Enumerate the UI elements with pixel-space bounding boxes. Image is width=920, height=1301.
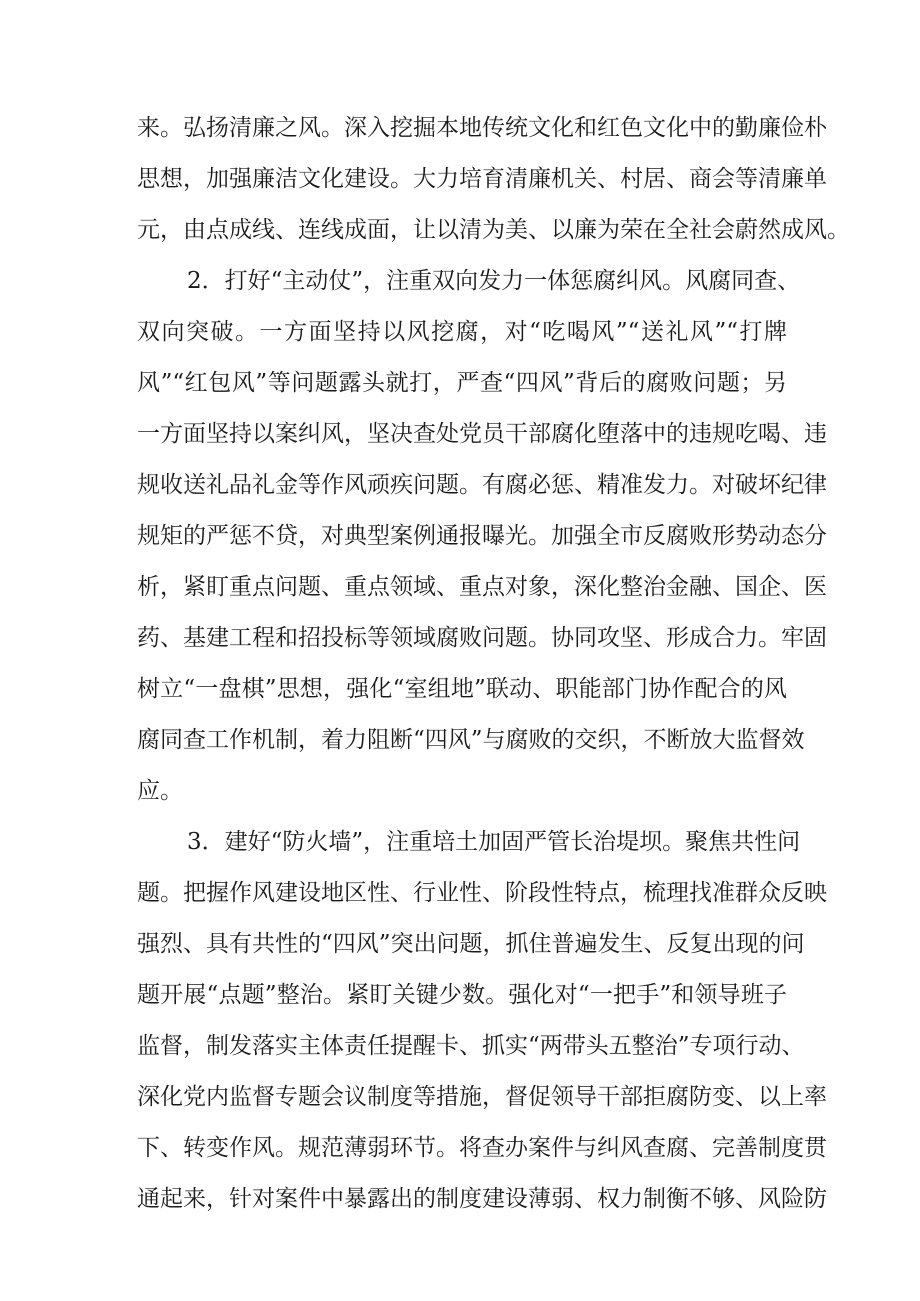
text-line: 析，紧盯重点问题、重点领域、重点对象，深化整治金融、国企、医 <box>137 574 827 600</box>
text-line: 深化党内监督专题会议制度等措施，督促领导干部拒腐防变、以上率 <box>137 1084 827 1110</box>
text-line: 双向突破。一方面坚持以风挖腐，对“吃喝风”“送礼风”“打牌 <box>137 319 787 345</box>
text-line: 规矩的严惩不贷，对典型案例通报曝光。加强全市反腐败形势动态分 <box>137 523 827 549</box>
text-line: 3．建好“防火墙”，注重培土加固严管长治堤坝。聚焦共性问 <box>187 829 801 855</box>
text-line: 规收送礼品礼金等作风顽疾问题。有腐必惩、精准发力。对破坏纪律 <box>137 472 827 498</box>
text-line: 下、转变作风。规范薄弱环节。将查办案件与纠风查腐、完善制度贯 <box>137 1135 827 1161</box>
text-line: 强烈、具有共性的“四风”突出问题，抓住普遍发生、反复出现的问 <box>137 931 805 957</box>
text-line: 药、基建工程和招投标等领域腐败问题。协同攻坚、形成合力。牢固 <box>137 625 827 651</box>
text-line: 来。弘扬清廉之风。深入挖掘本地传统文化和红色文化中的勤廉俭朴 <box>137 115 827 141</box>
text-line: 监督，制发落实主体责任提醒卡、抓实“两带头五整治”专项行动、 <box>137 1033 805 1059</box>
text-line: 一方面坚持以案纠风，坚决查处党员干部腐化堕落中的违规吃喝、违 <box>137 421 827 447</box>
text-line: 元，由点成线、连线成面，让以清为美、以廉为荣在全社会蔚然成风。 <box>137 217 850 243</box>
text-line: 应。 <box>137 778 183 804</box>
text-line: 风”“红包风”等问题露头就打，严查“四风”背后的腐败问题；另 <box>137 370 787 396</box>
text-line: 题。把握作风建设地区性、行业性、阶段性特点，梳理找准群众反映 <box>137 880 827 906</box>
text-line: 腐同查工作机制，着力阻断“四风”与腐败的交织，不断放大监督效 <box>137 727 805 753</box>
text-line: 2．打好“主动仗”，注重双向发力一体惩腐纠风。风腐同查、 <box>187 268 801 294</box>
text-line: 树立“一盘棋”思想，强化“室组地”联动、职能部门协作配合的风 <box>137 676 787 702</box>
text-line: 题开展“点题”整治。紧盯关键少数。强化对“一把手”和领导班子 <box>137 982 787 1008</box>
text-line: 通起来，针对案件中暴露出的制度建设薄弱、权力制衡不够、风险防 <box>137 1186 827 1212</box>
text-line: 思想，加强廉洁文化建设。大力培育清廉机关、村居、商会等清廉单 <box>137 166 827 192</box>
